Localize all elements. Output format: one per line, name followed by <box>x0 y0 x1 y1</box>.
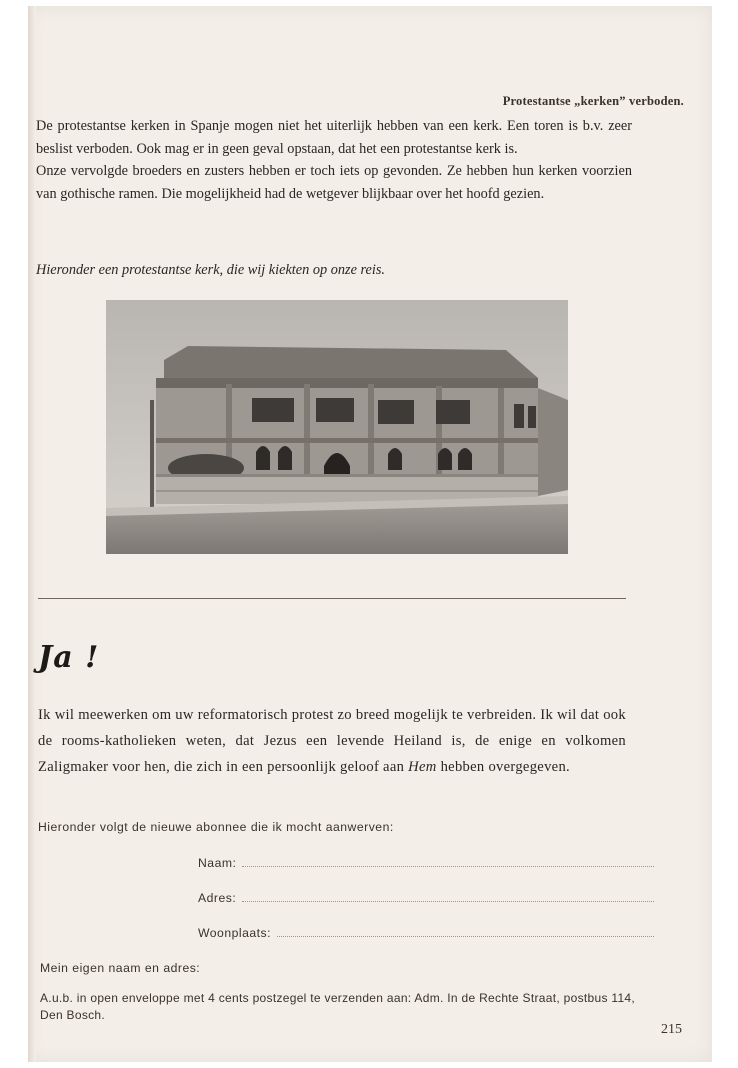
address-label: Adres: <box>198 891 237 905</box>
city-field[interactable] <box>198 926 654 940</box>
pledge-emphasis: Hem <box>408 758 437 775</box>
own-address-label: Mein eigen naam en adres: <box>40 961 201 975</box>
photo-caption: Hieronder een protestantse kerk, die wij kiekten op onze reis. <box>36 262 385 278</box>
form-intro: Hieronder volgt de nieuwe abonnee die ik mocht aanwerven: <box>38 820 394 834</box>
mailing-instructions: A.u.b. in open enveloppe met 4 cents postzegel te verzenden aan: Adm. In de Rechte Straat, postbus 114, Den Bosch. <box>40 991 636 1022</box>
name-label: Naam: <box>198 856 237 870</box>
page-spine-shadow <box>28 6 36 1062</box>
section-heading: Protestantse „kerken” verboden. <box>502 94 684 108</box>
name-field[interactable] <box>198 856 654 870</box>
pledge-text <box>38 703 626 780</box>
church-photo-illustration <box>106 300 568 554</box>
city-blank-line[interactable] <box>277 926 654 937</box>
intro-paragraph-2: Onze vervolgde broeders en zusters hebben er toch iets op gevonden. Ze hebben hun kerken voorzien van gothische ramen. Die mogelijkheid had de wetgever blijkbaar over het hoofd gezien. <box>36 163 632 202</box>
intro-text <box>36 115 632 205</box>
pledge-text-end: hebben overgegeven. <box>436 758 570 775</box>
address-blank-line[interactable] <box>242 891 654 902</box>
pledge-text-start: Ik wil meewerken om uw reformatorisch protest zo breed mogelijk te verbreiden. Ik wil dat ook de rooms-katholieken weten, dat Jezus een levende Heiland is, de enige en volkomen Zaligmaker voor hen, die zich in een persoonlijk geloof aan <box>38 707 626 775</box>
intro-paragraph-1: De protestantse kerken in Spanje mogen niet het uiterlijk hebben van een kerk. Een toren is b.v. zeer beslist verboden. Ook mag er in geen geval opstaan, dat het een protestantse kerk is. <box>36 118 632 157</box>
section-divider <box>38 598 626 599</box>
address-field[interactable] <box>198 891 654 905</box>
page-number: 215 <box>661 1022 682 1037</box>
response-heading: Ja ! <box>38 640 100 675</box>
name-blank-line[interactable] <box>242 856 654 867</box>
church-photo <box>106 300 568 554</box>
city-label: Woonplaats: <box>198 926 272 940</box>
